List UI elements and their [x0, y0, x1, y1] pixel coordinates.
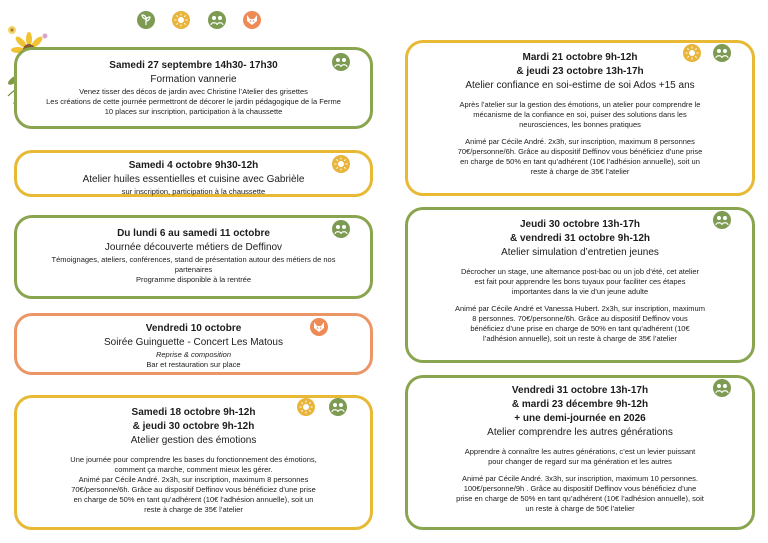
event-date: Du lundi 6 au samedi 11 octobre	[117, 228, 270, 239]
event-title: Atelier gestion des émotions	[130, 435, 257, 446]
community-icon	[713, 44, 731, 62]
community-icon	[208, 11, 226, 29]
community-icon	[713, 211, 731, 229]
event-pricing: l’adhésion annuelle), soit un reste à charge de 35€ l’atelier	[483, 334, 677, 343]
event-date: Vendredi 10 octobre	[145, 323, 242, 334]
event-date: Samedi 4 octobre 9h30-12h	[128, 160, 259, 171]
event-pricing: bénéficiez d’une prise en charge de 50% en tant qu’adhérent (10€	[470, 324, 690, 333]
event-pricing: 100€/personne/9h . Grâce au dispositif Deffinov vous bénéficiez d’une	[463, 484, 697, 493]
event-description: neurosciences, les bonnes pratiques	[519, 120, 641, 129]
fox-icon	[243, 11, 261, 29]
community-icon	[332, 220, 350, 238]
nature-icon	[137, 11, 155, 29]
event-date: & jeudi 30 octobre 9h-12h	[132, 421, 255, 432]
event-pricing: reste à charge de 35€ l’atelier	[530, 167, 630, 176]
sun-icon	[172, 11, 190, 29]
event-description: Apprendre à connaître les autres générations, c’est un levier puissant	[464, 447, 696, 456]
event-date: Vendredi 31 octobre 13h-17h	[511, 385, 649, 396]
fox-icon	[310, 318, 328, 336]
event-date: Samedi 27 septembre 14h30- 17h30	[109, 60, 278, 71]
event-card	[14, 215, 373, 299]
event-title: Atelier simulation d’entretien jeunes	[501, 247, 659, 258]
community-icon	[332, 53, 350, 71]
event-detail: sur inscription, participation à la chaussette	[121, 187, 266, 196]
community-icon	[713, 379, 731, 397]
event-description: importantes dans la vie d’un jeune adulte	[511, 287, 649, 296]
sun-icon	[683, 44, 701, 62]
event-pricing: reste à charge de 35€ l’atelier	[144, 505, 243, 514]
event-pricing: 8 personnes. 70€/personne/6h. Grâce au dispositif Deffinov vous	[472, 314, 688, 323]
event-title: Atelier confiance en soi-estime de soi Ados +15 ans	[465, 80, 695, 91]
event-description: Après l’atelier sur la gestion des émotions, un atelier pour comprendre le	[459, 100, 701, 109]
event-card	[14, 395, 373, 530]
event-card	[405, 207, 755, 363]
event-title: Atelier comprendre les autres générations	[487, 427, 673, 438]
event-date: & vendredi 31 octobre 9h-12h	[509, 233, 651, 244]
event-title: Journée découverte métiers de Deffinov	[104, 242, 283, 253]
event-detail: Témoignages, ateliers, conférences, stand de présentation autour des métiers de nos	[51, 255, 336, 264]
event-pricing: un reste à charge de 50€ l’atelier	[525, 504, 635, 513]
sun-icon	[332, 155, 350, 173]
event-description: pour changer de regard sur ma génération et les autres	[488, 457, 672, 466]
event-card	[405, 40, 755, 196]
event-date: & mardi 23 décembre 9h-12h	[511, 399, 649, 410]
event-pricing: en charge de 50% en tant qu’adhérent (10€ l’adhésion annuelle), soit un	[460, 157, 700, 166]
event-title: Soirée Guinguette - Concert Les Matous	[104, 337, 283, 348]
event-pricing: Animé par Cécile André et Vanessa Hubert. 2x3h, sur inscription, maximum	[455, 304, 705, 313]
event-title: Atelier huiles essentielles et cuisine avec Gabrièle	[82, 174, 305, 185]
event-pricing: prise en charge de 50% en tant qu’adhérent (10€ l’adhésion annuelle), soit	[456, 494, 704, 503]
event-card	[405, 375, 755, 530]
event-pricing: Animé par Cécile André. 2x3h, sur inscription, maximum 8 personnes	[78, 475, 309, 484]
event-detail: partenaires	[174, 265, 213, 274]
event-pricing: en charge de 50% en tant qu’adhérent (10€ l’adhésion annuelle), soit un	[73, 495, 314, 504]
event-date: Mardi 21 octobre 9h-12h	[522, 52, 638, 63]
event-description: est fait pour apprendre les bons tuyaux pour faciliter ces étapes	[474, 277, 686, 286]
event-detail: Les créations de cette journée permettront de décorer le jardin pédagogique de la Ferme	[46, 97, 341, 106]
event-description: comment ça marche, comment mieux les gérer.	[114, 465, 273, 474]
event-card	[14, 150, 373, 197]
event-detail: Venez tisser des décos de jardin avec Christine l’Atelier des grisettes	[79, 87, 308, 96]
community-icon	[329, 398, 347, 416]
event-description: Une journée pour comprendre les bases du fonctionnement des émotions,	[70, 455, 317, 464]
event-subtitle: Reprise & composition	[155, 350, 232, 359]
sun-icon	[297, 398, 315, 416]
event-card	[14, 47, 373, 129]
event-date: + une demi-journée en 2026	[514, 413, 646, 424]
event-date: Samedi 18 octobre 9h-12h	[131, 407, 256, 418]
event-detail: 10 places sur inscription, participation à la chaussette	[104, 107, 283, 116]
event-pricing: Animé par Cécile André. 3x3h, sur inscription, maximum 10 personnes.	[462, 474, 698, 483]
event-pricing: 70€/personne/6h. Grâce au dispositif Deffinov vous bénéficiez d’une prise	[71, 485, 316, 494]
event-title: Formation vannerie	[150, 74, 237, 85]
event-pricing: Animé par Cécile André. 2x3h, sur inscription, maximum 8 personnes	[465, 137, 695, 146]
event-date: Jeudi 30 octobre 13h-17h	[519, 219, 641, 230]
event-detail: Programme disponible à la rentrée	[135, 275, 252, 284]
event-detail: Bar et restauration sur place	[146, 360, 241, 369]
event-description: Décrocher un stage, une alternance post-bac ou un job d’été, cet atelier	[460, 267, 700, 276]
event-date: & jeudi 23 octobre 13h-17h	[516, 66, 644, 77]
event-description: mécanisme de la confiance en soi, puiser des solutions dans les	[473, 110, 687, 119]
event-pricing: 70€/personne/6h. Grâce au dispositif Deffinov vous bénéficiez d’une prise	[457, 147, 703, 156]
